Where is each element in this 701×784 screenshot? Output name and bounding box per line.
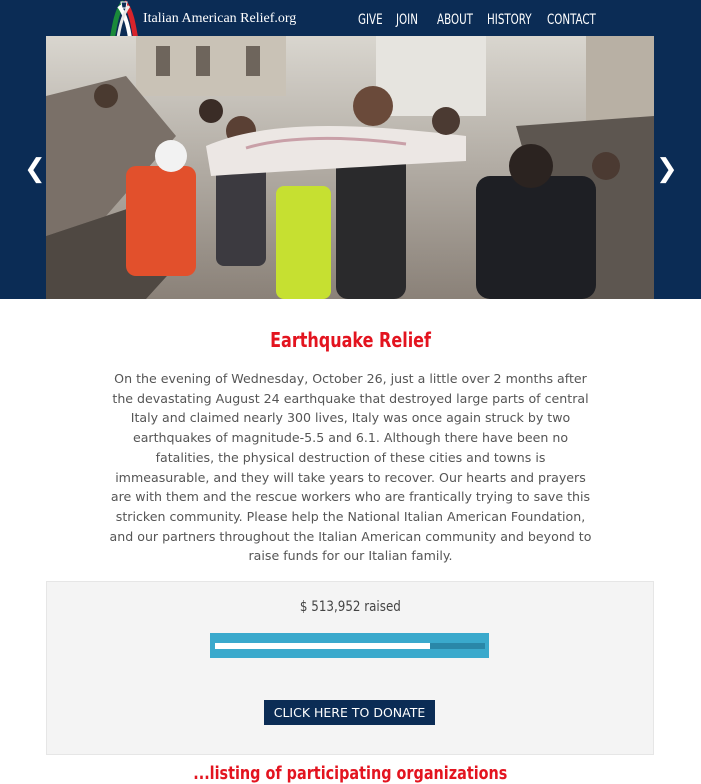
page-title — [0, 328, 701, 352]
appeal-paragraph: On the evening of Wednesday, October 26, just a little over 2 months after the devastating August 24 earthquake that destroyed large parts of central Italy and claimed nearly 300 lives, Italy was once again struck by two earthquakes of magnitude-5.5 and 6.1. Although there have been no fatalities, the physical destruction of these cities and towns is immeasurable, and they will take years to recover. Our hearts and prayers are with them and the rescue workers who are frantically trying to save this stricken community. Please help the National Italian American Foundation, and our partners throughout the Italian American community and beyond to raise funds for our Italian family. — [109, 371, 592, 564]
rescue-scene-image — [46, 36, 654, 299]
participating-orgs-heading-text: ...listing of participating organizations — [193, 763, 508, 784]
page-title-text: Earthquake Relief — [270, 328, 431, 352]
nav-history[interactable]: HISTORY — [487, 12, 532, 28]
hero-banner — [0, 0, 701, 299]
logo-text: Italian American Relief.org — [143, 11, 297, 26]
donate-button[interactable]: CLICK HERE TO DONATE — [264, 700, 435, 725]
nav-join[interactable]: JOIN — [396, 12, 418, 28]
nav-about[interactable]: ABOUT — [437, 12, 473, 28]
nav-give[interactable]: GIVE — [358, 12, 383, 28]
participating-orgs-heading — [0, 763, 701, 784]
slider-next-button[interactable]: ❯ — [656, 154, 678, 184]
slider-prev-button[interactable]: ❮ — [24, 154, 46, 184]
nav-contact[interactable]: CONTACT — [547, 12, 596, 28]
hero-photo — [46, 36, 654, 299]
progress-fill — [215, 643, 430, 649]
raised-amount-text: $ 513,952 raised — [300, 599, 401, 615]
raised-amount — [0, 599, 701, 615]
